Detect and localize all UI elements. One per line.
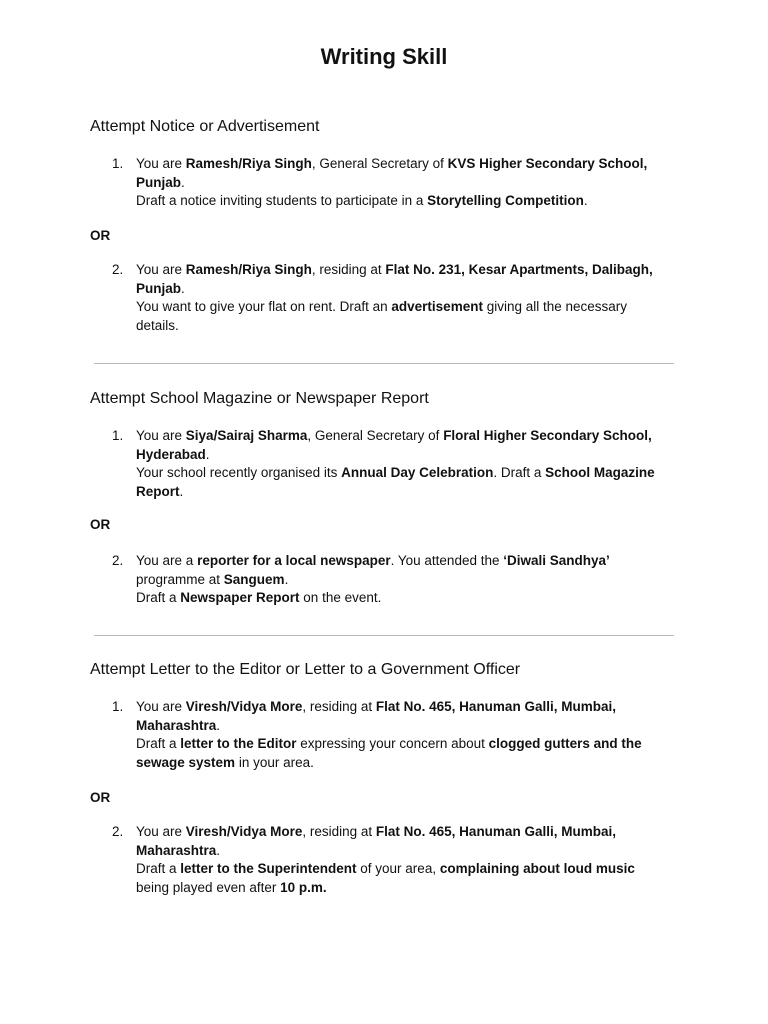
question-item	[112, 155, 692, 211]
question-item	[112, 823, 692, 898]
question-text: You are a reporter for a local newspaper. You attended the ‘Diwali Sandhya’ programme at Sanguem. Draft a Newspaper Report on the event.	[136, 553, 610, 606]
question-number: 1.	[112, 156, 124, 171]
question-item	[112, 698, 692, 773]
or-label: OR	[90, 790, 111, 805]
question-text: You are Ramesh/Riya Singh, General Secretary of KVS Higher Secondary School, Punjab. Draft a notice inviting students to participate in a Storytelling Competition.	[136, 156, 648, 209]
question-number: 2.	[112, 262, 124, 277]
question-item	[112, 427, 692, 502]
section-heading-notice: Attempt Notice or Advertisement	[90, 118, 320, 135]
section-divider	[94, 363, 674, 364]
question-number: 2.	[112, 824, 124, 839]
question-text: You are Viresh/Vidya More, residing at Flat No. 465, Hanuman Galli, Mumbai, Maharashtra. Draft a letter to the Superintendent of your area, complaining about loud music being played even after 10 p.m.	[136, 824, 635, 896]
question-text: You are Viresh/Vidya More, residing at Flat No. 465, Hanuman Galli, Mumbai, Maharashtra. Draft a letter to the Editor expressing your concern about clogged gutters and the sewage system in your area.	[136, 699, 642, 771]
section-divider	[94, 635, 674, 636]
question-item	[112, 552, 692, 608]
question-item	[112, 261, 692, 336]
page-title: Writing Skill	[320, 44, 448, 69]
question-number: 1.	[112, 699, 124, 714]
or-label: OR	[90, 517, 111, 532]
question-number: 2.	[112, 553, 124, 568]
question-text: You are Ramesh/Riya Singh, residing at Flat No. 231, Kesar Apartments, Dalibagh, Punjab. You want to give your flat on rent. Draft an advertisement giving all the necessary details.	[136, 262, 653, 334]
question-text: You are Siya/Sairaj Sharma, General Secretary of Floral Higher Secondary School, Hyderabad. Your school recently organised its Annual Day Celebration. Draft a School Magazine Report.	[136, 428, 655, 500]
section-heading-report: Attempt School Magazine or Newspaper Report	[90, 390, 429, 407]
section-heading-letter: Attempt Letter to the Editor or Letter to a Government Officer	[90, 661, 521, 678]
or-label: OR	[90, 228, 111, 243]
question-number: 1.	[112, 428, 124, 443]
